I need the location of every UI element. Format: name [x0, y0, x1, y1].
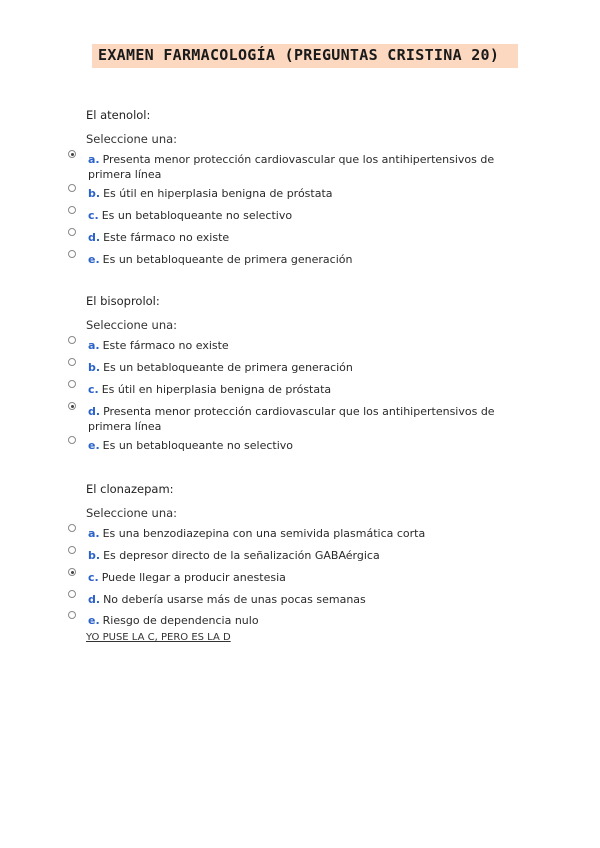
option-letter: a. [88, 527, 100, 540]
option-label: Es un betabloqueante no selectivo [101, 209, 293, 222]
option-letter: c. [88, 571, 99, 584]
question-3-prompt: Seleccione una: [86, 506, 178, 520]
option-label: Es un betabloqueante de primera generación [103, 361, 353, 374]
option-letter: d. [88, 405, 101, 418]
option-text [88, 548, 498, 563]
option-letter: c. [88, 383, 99, 396]
option-text [88, 526, 498, 541]
option-text [88, 360, 498, 375]
page-title: EXAMEN FARMACOLOGÍA (PREGUNTAS CRISTINA 20) [98, 46, 500, 64]
option-label: Es un betabloqueante no selectivo [102, 439, 294, 452]
option-label: Es un betabloqueante de primera generación [102, 253, 353, 266]
option-letter: d. [88, 231, 101, 244]
radio-button[interactable] [68, 228, 76, 236]
radio-button[interactable] [68, 184, 76, 192]
radio-button[interactable] [68, 611, 76, 619]
option-label: Este fármaco no existe [102, 339, 229, 352]
option-label: Es una benzodiazepina con una semivida plasmática corta [102, 527, 426, 540]
option-text [88, 438, 498, 453]
question-2-title: El bisoprolol: [86, 294, 160, 308]
question-2-prompt: Seleccione una: [86, 318, 178, 332]
option-letter: b. [88, 187, 101, 200]
radio-button[interactable] [68, 436, 76, 444]
option-label: Es depresor directo de la señalización GABAérgica [103, 549, 380, 562]
option-letter: a. [88, 339, 100, 352]
radio-button[interactable] [68, 380, 76, 388]
radio-button[interactable] [68, 524, 76, 532]
option-label: No debería usarse más de unas pocas semanas [103, 593, 366, 606]
option-letter: c. [88, 209, 99, 222]
radio-button[interactable] [68, 250, 76, 258]
radio-button[interactable] [68, 402, 76, 410]
radio-button[interactable] [68, 206, 76, 214]
option-text [88, 252, 498, 267]
question-3-title: El clonazepam: [86, 482, 174, 496]
option-label: Es útil en hiperplasia benigna de próstata [103, 187, 333, 200]
option-letter: e. [88, 614, 100, 627]
radio-button[interactable] [68, 590, 76, 598]
option-label: Puede llegar a producir anestesia [101, 571, 286, 584]
option-text [88, 186, 498, 201]
question-1-prompt: Seleccione una: [86, 132, 178, 146]
radio-button[interactable] [68, 336, 76, 344]
question-1-title: El atenolol: [86, 108, 151, 122]
option-text [88, 382, 498, 397]
option-label: Presenta menor protección cardiovascular que los antihipertensivos de primera línea [88, 405, 495, 433]
option-text [88, 152, 498, 182]
option-letter: b. [88, 549, 101, 562]
option-text [88, 338, 498, 353]
option-text [88, 230, 498, 245]
option-letter: e. [88, 253, 100, 266]
option-text [88, 613, 498, 628]
radio-button[interactable] [68, 150, 76, 158]
option-letter: b. [88, 361, 101, 374]
option-label: Riesgo de dependencia nulo [102, 614, 259, 627]
option-text [88, 404, 498, 434]
option-letter: a. [88, 153, 100, 166]
handwritten-note: YO PUSE LA C, PERO ES LA D [86, 632, 231, 643]
option-label: Este fármaco no existe [103, 231, 230, 244]
option-text [88, 592, 498, 607]
option-letter: d. [88, 593, 101, 606]
option-label: Es útil en hiperplasia benigna de próstata [101, 383, 332, 396]
radio-button[interactable] [68, 358, 76, 366]
option-text [88, 208, 498, 223]
option-letter: e. [88, 439, 100, 452]
option-label: Presenta menor protección cardiovascular que los antihipertensivos de primera línea [88, 153, 495, 181]
radio-button[interactable] [68, 546, 76, 554]
radio-button[interactable] [68, 568, 76, 576]
option-text [88, 570, 498, 585]
